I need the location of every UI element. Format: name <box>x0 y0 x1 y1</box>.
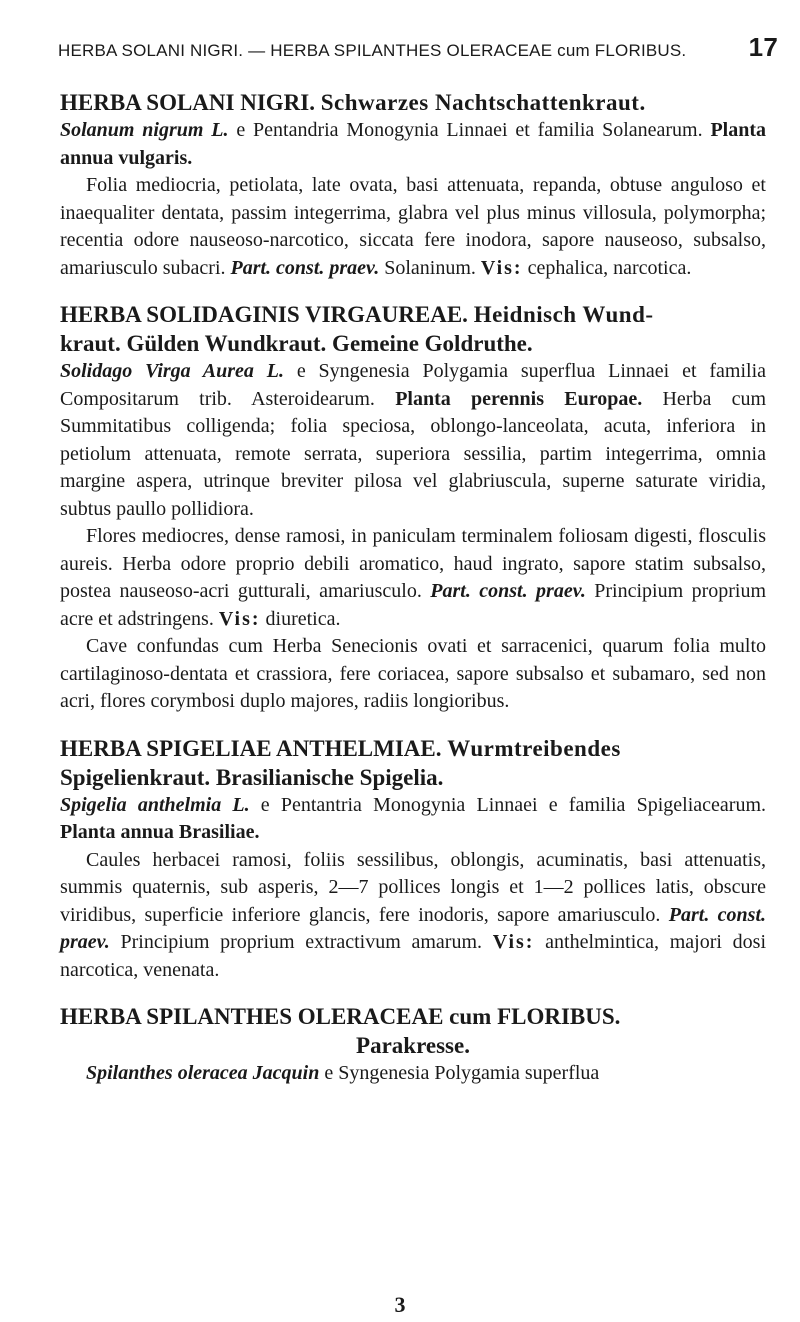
vis-label: Vis: <box>492 931 535 953</box>
entry-heading-latin: HERBA SPILANTHES OLERACEAE cum FLORIBUS. <box>60 1004 621 1029</box>
entry-paragraph <box>60 358 766 523</box>
running-head <box>58 32 778 63</box>
principle-text: Principium proprium acre et adstringens. <box>60 580 767 630</box>
entry-paragraph <box>60 792 766 847</box>
species-name: Spigelia anthelmia L. <box>60 793 250 816</box>
part-const-label: Part. const. praev. <box>60 903 767 953</box>
entry-heading <box>60 1002 766 1031</box>
classification-text: e Pentandria Monogynia Linnaei et familia Solanearum. <box>236 119 703 141</box>
entry-heading-german: Parakresse. <box>356 1033 470 1058</box>
description-text: Folia mediocria, petiolata, late ovata, basi attenuata, repanda, obtuse anguloso et inaequaliter dentata, passim integerrima, glabra vel plus minus villosula, polymorpha; recentia odore nauseoso-narcotico, siccata fere inodora, sapore nauseoso, subsalso, amariusculo subacri. <box>60 174 766 279</box>
entry-spilanthes <box>60 1002 766 1088</box>
entry-paragraph: Cave confundas cum Herba Senecionis ovati et sarracenici, quarum folia multo cartilaginoso-dentata et crassiora, fere coriacea, sapore subsalso et subamaro, sed non acri, flores corymbosi duplo majores, radiis longioribus. <box>60 635 766 712</box>
species-name: Solanum nigrum L. <box>60 119 229 141</box>
classification-text: e Syngenesia Polygamia superflua Linnaei et familia Compositarum trib. Asteroidearum. <box>60 360 767 410</box>
entry-heading-german: Heidnisch Wund- <box>473 302 654 327</box>
part-const-label: Part. const. praev. <box>430 580 586 602</box>
page-number: 17 <box>748 32 778 62</box>
species-name: Solidago Virga Aurea L. <box>60 360 284 382</box>
description-text: Flores mediocres, dense ramosi, in paniculam terminalem foliosam digesti, flosculis aureis. <box>60 525 766 575</box>
entry-paragraph <box>60 172 766 282</box>
entry-spigeliae <box>60 734 766 985</box>
description-text: Herba odore proprio debili aromatico, haud ingrato, sapore statim subsalso, postea nauseoso-acri gutturali, amariusculo. <box>60 552 766 602</box>
signature-mark: 3 <box>394 1292 406 1317</box>
entry-paragraph <box>60 1060 766 1088</box>
plant-origin-text: Planta annua Brasiliae. <box>60 821 260 843</box>
classification-text: e Pentantria Monogynia Linnaei e familia Spigeliacearum. <box>260 793 766 816</box>
entry-heading-german-cont: Spigelienkraut. Brasilianische Spigelia. <box>60 764 444 790</box>
running-head-title: HERBA SOLANI NIGRI. — HERBA SPILANTHES OLERACEAE cum FLORIBUS. <box>58 41 687 60</box>
entry-paragraph <box>60 523 766 633</box>
species-name: Spilanthes oleracea Jacquin <box>86 1062 320 1084</box>
vis-text: diuretica. <box>265 607 341 630</box>
description-text: Herba cum Summitatibus colligenda; folia speciosa, oblongo-lanceolata, acuta, inferiora in petiolum attenuata, remote serrata, superiora sessilia, partim integerrima, omnia margine aspera, utrinque breviter pilosa vel glabriuscula, superne saturate viridia, subtus paullo pollidiora. <box>60 387 767 520</box>
entry-heading <box>60 88 766 117</box>
plant-origin-text: Planta annua vulgaris. <box>60 119 766 169</box>
description-text: Caules herbacei ramosi, foliis sessilibus, oblongis, acuminatis, basi attenuatis, summis quaternis, sub asperis, 2—7 pollices longis et 1—2 pollices latis, obscure viridibus, superficie inferiore glancis, fere inodoris, sapore amariusculo. <box>60 848 766 926</box>
entry-heading <box>60 734 766 763</box>
entry-heading-latin: HERBA SOLANI NIGRI. <box>60 90 315 115</box>
entry-solani-nigri <box>60 88 766 282</box>
entry-heading-latin: HERBA SPIGELIAE ANTHELMIAE. <box>60 735 442 761</box>
part-const-label: Part. const. praev. <box>230 256 380 279</box>
plant-origin-text: Planta perennis Europae. <box>395 387 643 410</box>
vis-text: anthelmintica, majori dosi narcotica, venenata. <box>60 931 766 981</box>
entry-heading-german: Wurmtreibendes <box>447 735 621 761</box>
vis-label: Vis: <box>480 256 523 279</box>
entry-heading-latin: HERBA SOLIDAGINIS VIRGAUREAE. <box>60 302 468 327</box>
principle-text: Solaninum. <box>384 256 476 279</box>
principle-text: Principium proprium extractivum amarum. <box>120 931 483 953</box>
vis-text: cephalica, narcotica. <box>527 256 692 279</box>
entry-solidaginis <box>60 300 766 716</box>
vis-label: Vis: <box>218 607 261 630</box>
entry-paragraph <box>60 847 766 985</box>
page-body <box>60 88 766 1106</box>
entry-heading <box>60 300 766 329</box>
entry-heading-german-cont: kraut. Gülden Wundkraut. Gemeine Goldruthe. <box>60 331 533 356</box>
classification-text: e Syngenesia Polygamia superflua <box>324 1062 600 1084</box>
entry-heading-german: Schwarzes Nachtschattenkraut. <box>320 90 646 115</box>
entry-paragraph <box>60 117 766 172</box>
